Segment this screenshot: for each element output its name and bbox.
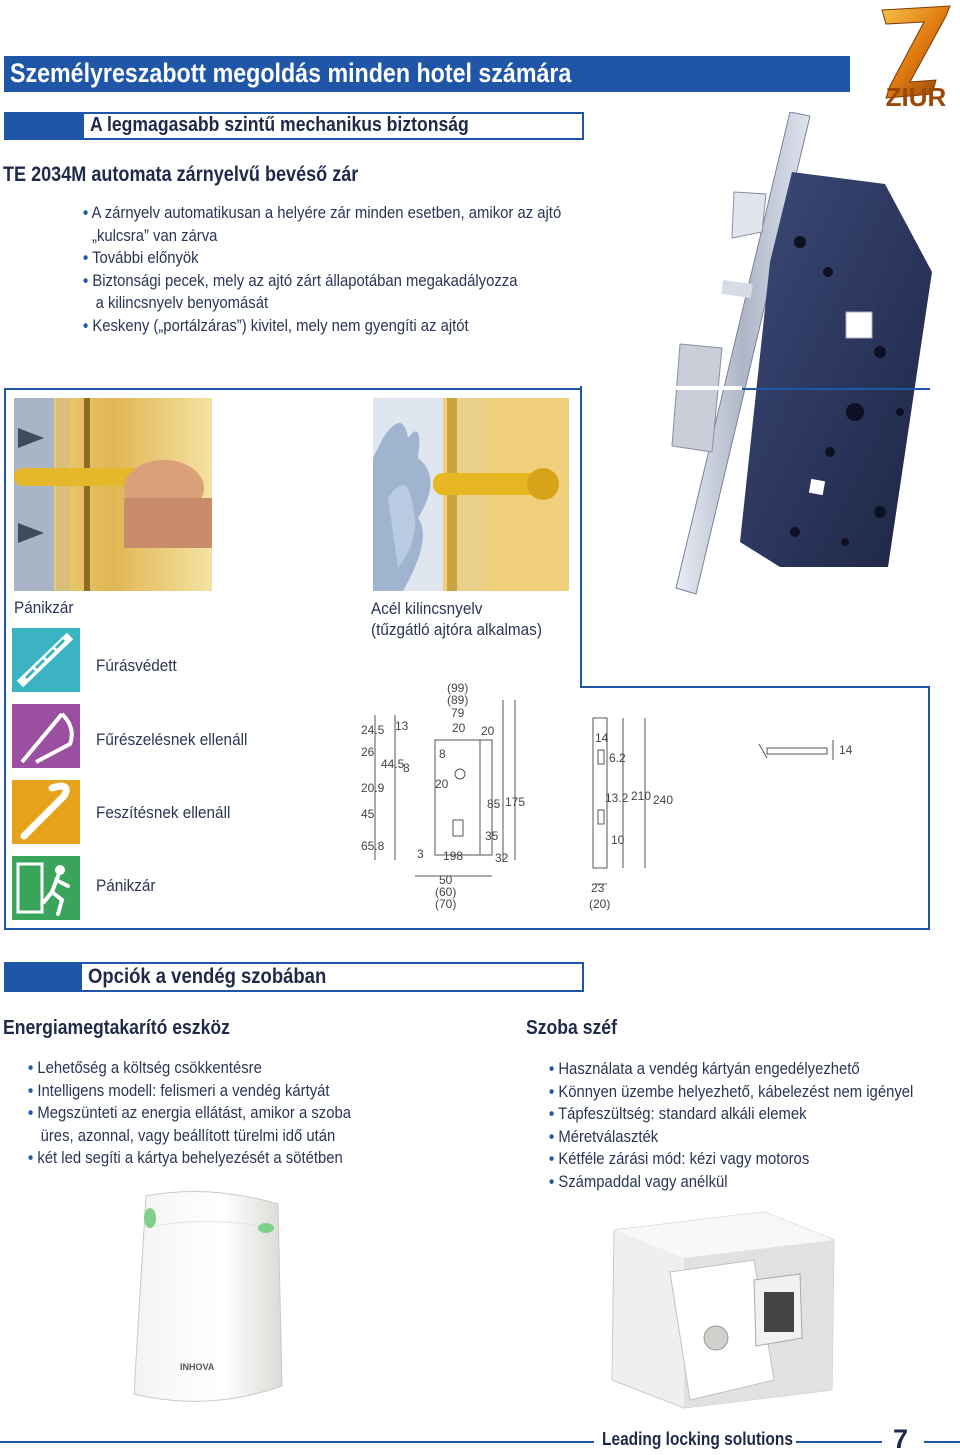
svg-text:23: 23 — [591, 881, 605, 895]
list-item: a kilincsnyelv benyomását — [95, 294, 269, 312]
svg-text:35: 35 — [485, 829, 499, 843]
svg-text:240: 240 — [653, 793, 674, 807]
list-item: • Megszünteti az energia ellátást, amikor a szoba — [28, 1104, 352, 1122]
list-item: • A zárnyelv automatikusan a helyére zár minden esetben, amikor az ajtó — [83, 204, 562, 222]
section-heading-accent — [4, 962, 82, 992]
subtitle-accent — [4, 112, 84, 140]
svg-text:32: 32 — [495, 851, 509, 865]
svg-text:14: 14 — [595, 731, 609, 745]
footer-rule — [796, 1441, 882, 1443]
list-item: • Keskeny („portálzáras”) kivitel, mely nem gyengíti az ajtót — [83, 316, 469, 335]
svg-text:8: 8 — [403, 761, 410, 775]
list-item: • Lehetőség a költség csökkentésre — [28, 1059, 262, 1077]
logo-text: ZIUR — [885, 82, 947, 112]
svg-text:50: 50 — [439, 873, 453, 887]
svg-text:20.9: 20.9 — [361, 781, 385, 795]
room-safe-image — [604, 1210, 836, 1410]
svg-text:(60): (60) — [435, 885, 457, 899]
footer-tagline: Leading locking solutions — [602, 1429, 793, 1449]
svg-text:210: 210 — [631, 789, 652, 803]
svg-text:6.2: 6.2 — [609, 751, 626, 765]
list-item: • Intelligens modell: felismeri a vendég kártyát — [28, 1081, 330, 1100]
list-item: • Könnyen üzembe helyezhető, kábelezést nem igényel — [549, 1082, 914, 1101]
photo-caption-left: Pánikzár — [14, 598, 74, 617]
footer-rule — [924, 1441, 960, 1443]
page-number: 7 — [893, 1424, 909, 1454]
svg-text:10: 10 — [611, 833, 625, 847]
svg-text:13.2: 13.2 — [605, 791, 629, 805]
crowbar-icon — [12, 780, 80, 844]
device-brand: INHOVA — [180, 1362, 215, 1372]
technical-drawing — [355, 680, 855, 916]
svg-text:(99): (99) — [447, 681, 469, 695]
list-item: • További előnyök — [83, 249, 199, 267]
feature-label: Pánikzár — [96, 876, 156, 895]
list-item: • Kétféle zárási mód: kézi vagy motoros — [549, 1150, 810, 1168]
svg-text:24.5: 24.5 — [361, 723, 385, 737]
divider — [4, 928, 930, 930]
energy-feature-list — [28, 1057, 387, 1170]
feature-label: Fűrészelésnek ellenáll — [96, 730, 248, 749]
drill-icon — [12, 628, 80, 692]
page-subtitle: A legmagasabb szintű mechanikus biztonság — [90, 114, 469, 136]
page-title: Személyreszabott megoldás minden hotel számára — [10, 58, 572, 88]
divider — [580, 386, 582, 688]
svg-text:45: 45 — [361, 807, 375, 821]
svg-text:14: 14 — [839, 743, 853, 757]
list-item: • Használata a vendég kártyán engedélyezhető — [549, 1060, 860, 1078]
svg-text:26: 26 — [361, 745, 375, 759]
footer-rule — [0, 1441, 594, 1443]
room-safe-title: Szoba széf — [526, 1017, 617, 1039]
panic-lock-photo — [14, 398, 212, 591]
list-item: • Biztonsági pecek, mely az ajtó zárt állapotában megakadályozza — [83, 271, 518, 290]
feature-label: Feszítésnek ellenáll — [96, 803, 231, 822]
saw-icon — [12, 704, 80, 768]
list-item: • Tápfeszültség: standard alkáli elemek — [549, 1105, 807, 1123]
safe-feature-list — [549, 1058, 954, 1193]
emergency-exit-icon — [12, 856, 80, 920]
svg-text:(89): (89) — [447, 693, 469, 707]
svg-text:20: 20 — [481, 724, 495, 738]
steel-latch-photo — [373, 398, 569, 591]
section-heading: Opciók a vendég szobában — [88, 965, 327, 988]
energy-saver-device-image — [128, 1188, 288, 1408]
svg-text:44.5: 44.5 — [381, 757, 405, 771]
feature-label: Fúrásvédett — [96, 656, 177, 675]
svg-text:20: 20 — [435, 777, 449, 791]
energy-saver-title: Energiamegtakarító eszköz — [3, 1017, 230, 1039]
list-item: üres, azonnal, vagy beállított türelmi idő után — [40, 1126, 336, 1145]
list-item: • két led segíti a kártya behelyezését a sötétben — [28, 1149, 343, 1167]
svg-text:3: 3 — [417, 847, 424, 861]
svg-text:8: 8 — [439, 747, 446, 761]
svg-text:79: 79 — [451, 706, 465, 720]
list-item: „kulcsra” van zárva — [92, 226, 218, 245]
svg-text:(20): (20) — [589, 897, 611, 911]
svg-text:20: 20 — [452, 721, 466, 735]
svg-text:175: 175 — [505, 795, 526, 809]
svg-text:65.8: 65.8 — [361, 839, 385, 853]
svg-text:198: 198 — [443, 849, 464, 863]
product-title: TE 2034M automata zárnyelvű bevéső zár — [3, 163, 359, 186]
list-item: • Számpaddal vagy anélkül — [549, 1172, 728, 1191]
svg-text:85: 85 — [487, 797, 501, 811]
divider — [928, 686, 930, 930]
photo-caption-right: Acél kilincsnyelv — [371, 599, 483, 618]
photo-caption-right-2: (tűzgátló ajtóra alkalmas) — [371, 620, 542, 639]
ziur-logo — [876, 2, 956, 112]
svg-text:(70): (70) — [435, 897, 457, 911]
list-item: • Méretválaszték — [549, 1127, 659, 1146]
feature-list — [83, 202, 614, 337]
svg-text:13: 13 — [395, 719, 409, 733]
